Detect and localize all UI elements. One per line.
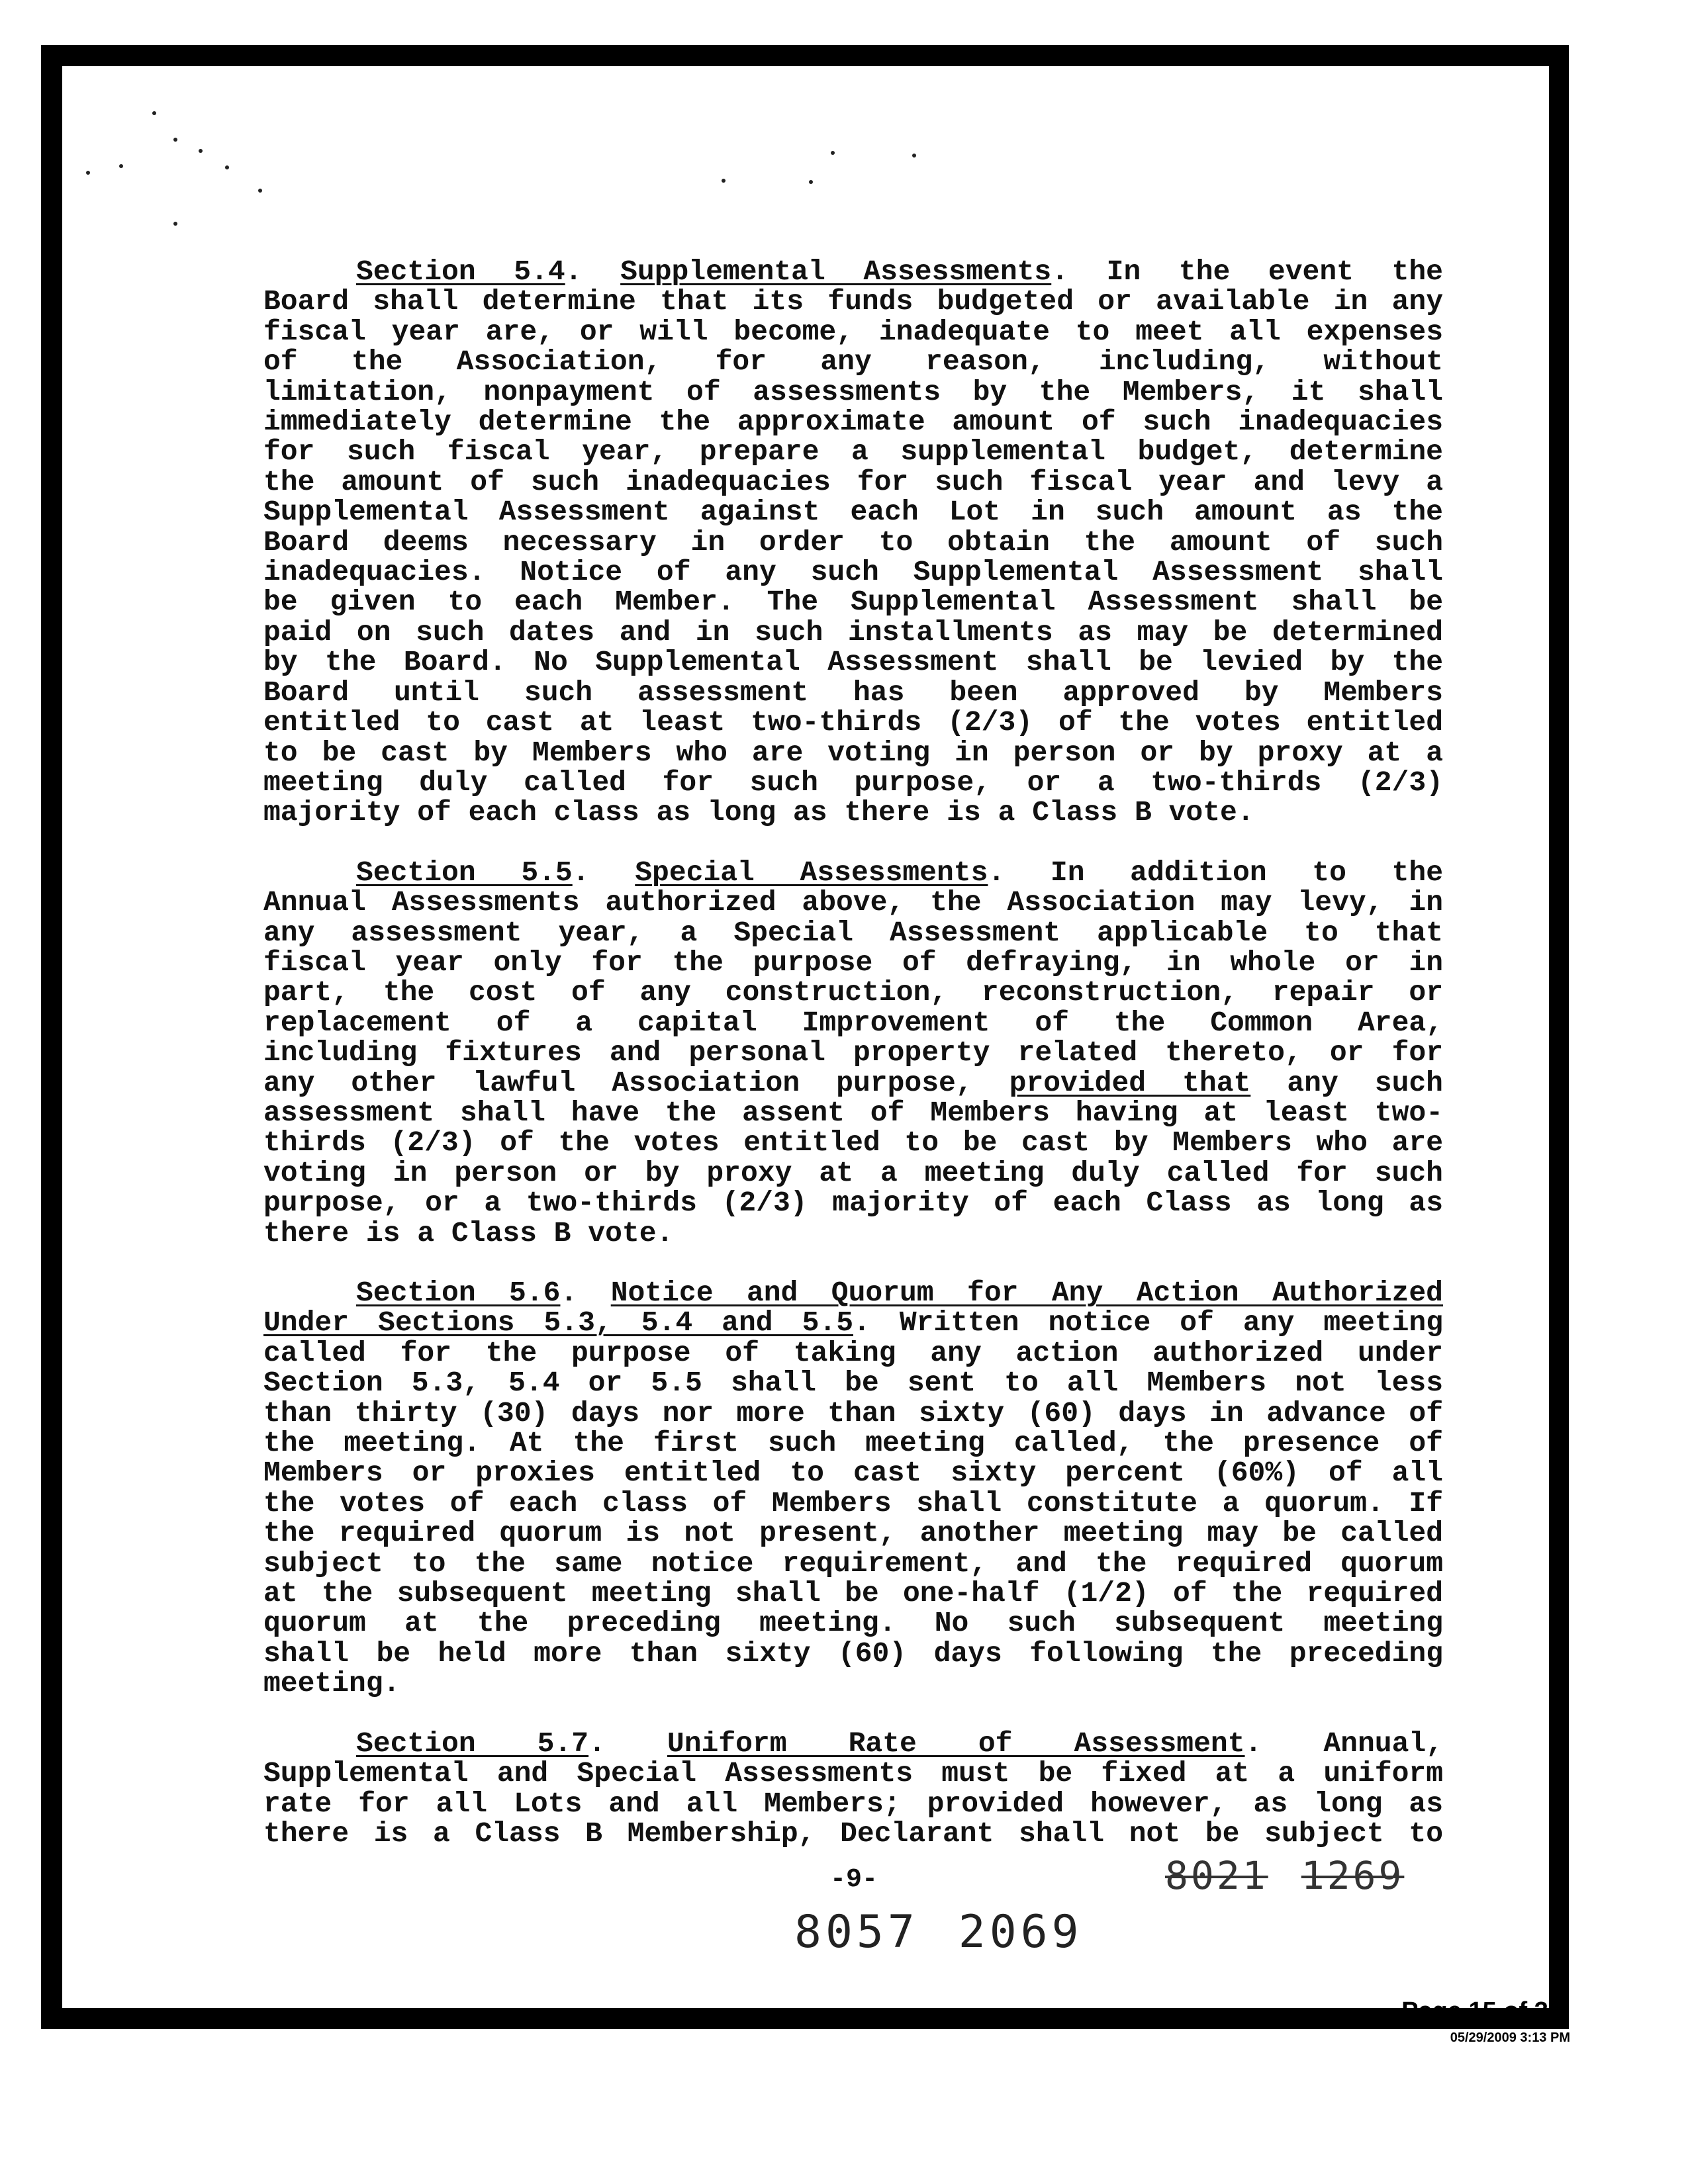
text-line: Board shall determine that its funds budgeted or available in any: [263, 285, 1443, 318]
section-number: Section 5.6: [356, 1277, 561, 1309]
text-line: to be cast by Members who are voting in person or by proxy at a: [263, 736, 1443, 769]
text-line: Members or proxies entitled to cast sixty percent (60%) of all: [263, 1457, 1443, 1490]
scan-speck: [173, 138, 177, 142]
text-line: be given to each Member. The Supplemental Assessment shall be: [263, 586, 1443, 619]
scan-speck: [152, 111, 156, 115]
text-line: called for the purpose of taking any action authorized under: [263, 1336, 1443, 1369]
text-line: . In addition to the: [988, 856, 1444, 889]
text-line: the meeting. At the first such meeting called, the presence of: [263, 1427, 1443, 1460]
recording-page-number: 2069: [958, 1906, 1083, 1958]
text-line: the votes of each class of Members shall constitute a quorum. If: [263, 1486, 1443, 1520]
text-line: shall be held more than sixty (60) days following the preceding: [263, 1637, 1443, 1670]
text-line: assessment shall have the assent of Members having at least two-: [263, 1096, 1443, 1129]
text-line: Board deems necessary in order to obtain the amount of such: [263, 525, 1443, 559]
text-line: limitation, nonpayment of assessments by the Members, it shall: [263, 375, 1443, 408]
section-number: Section 5.7: [356, 1727, 589, 1760]
scan-speck: [258, 189, 262, 193]
text-line: of the Association, for any reason, including, without: [263, 345, 1443, 379]
text-line: Board until such assessment has been approved by Members: [263, 676, 1443, 709]
text-line: majority of each class as long as there is a Class B vote.: [263, 796, 1254, 829]
section-title: Notice and Quorum for Any Action Authorized: [610, 1277, 1443, 1309]
section-5-4: Section 5.4. Supplemental Assessments. In the event the Board shall determine that its funds budgeted or available in any fiscal year are, or will become, inadequate to meet all expenses of the Association, for any reason, including, without limitation, nonpayment of assessments by the Members, it shall immediately determine the approximate amount of such inadequacies for such fiscal year, prepare a supplemental budget, determine the amount of such inadequacies for such fiscal year and levy a Supplemental Assessment against each Lot in such amount as the Board deems necessary in order to obtain the amount of such inadequacies. Notice of any such Supplemental Assessment shall be given to each Member. The Supplemental Assessment shall be paid on such dates and in such installments as may be determined by the Board. No Supplemental Assessment shall be levied by the Board until such assessment has been approved by Members entitled to cast at least two-thirds (2/3) of the votes entitled to be cast by Members who are voting in person or by proxy at a meeting duly called for such purpose, or a two-thirds (2/3) majority of each class as long as there is a Class B vote.: [263, 255, 1443, 829]
text-line: there is a Class B vote.: [263, 1216, 674, 1250]
text-line: voting in person or by proxy at a meeting duly called for such: [263, 1156, 1443, 1189]
scan-speck: [912, 154, 916, 158]
text-line: at the subsequent meeting shall be one-half (1/2) of the required: [263, 1577, 1443, 1610]
scan-speck: [199, 149, 203, 153]
text-line: meeting.: [263, 1667, 400, 1700]
footer-page-count: Page 15 of 37: [1401, 1997, 1562, 2025]
section-number: Section 5.4: [356, 255, 565, 288]
section-5-6: Section 5.6. Notice and Quorum for Any Action Authorized Under Sections 5.3, 5.4 and 5.5. Written notice of any meeting called for the purpose of taking any action authorized under Section 5.3, 5.4 or 5.5 shall be sent to all Members not less than thirty (30) days nor more than sixty (60) days in advance of the meeting. At the first such meeting called, the presence of Members or proxies entitled to cast sixty percent (60%) of all the votes of each class of Members shall constitute a quorum. If the required quorum is not present, another meeting may be called subject to the same notice requirement, and the required quorum at the subsequent meeting shall be one-half (1/2) of the required quorum at the preceding meeting. No such subsequent meeting shall be held more than sixty (60) days following the preceding meeting.: [263, 1277, 1443, 1700]
book-page-stamp: [794, 1906, 1123, 1958]
section-5-5: Section 5.5. Special Assessments. In addition to the Annual Assessments authorized above, the Association may levy, in any assessment year, a Special Assessment applicable to that fiscal year only for the purpose of defraying, in whole or in part, the cost of any construction, reconstruction, repair or replacement of a capital Improvement of the Common Area, including fixtures and personal property related thereto, or for any other lawful Association purpose, provided that any such assessment shall have the assent of Members having at least two- thirds (2/3) of the votes entitled to be cast by Members who are voting in person or by proxy at a meeting duly called for such purpose, or a two-thirds (2/3) majority of each Class as long as there is a Class B vote.: [263, 856, 1444, 1250]
text-fragment: any such: [1287, 1066, 1443, 1099]
provided-that-term: provided that: [1009, 1066, 1251, 1099]
section-title: Supplemental Assessments: [620, 255, 1052, 288]
page-number: -9-: [829, 1865, 878, 1895]
book-number: 8057: [794, 1906, 919, 1958]
scan-speck: [119, 164, 123, 168]
scan-speck: [831, 151, 835, 155]
text-line: subject to the same notice requirement, and the required quorum: [263, 1547, 1443, 1580]
text-line: purpose, or a two-thirds (2/3) majority of each Class as long as: [263, 1187, 1443, 1220]
section-title-continued: Under Sections 5.3, 5.4 and 5.5: [263, 1306, 853, 1340]
scan-speck: [809, 180, 813, 184]
text-line: . In the event the: [1051, 255, 1443, 288]
scan-speck: [722, 179, 726, 183]
text-line: immediately determine the approximate amount of such inadequacies: [263, 406, 1443, 439]
text-line: . Annual,: [1244, 1727, 1443, 1760]
text-line: there is a Class B Membership, Declarant shall not be subject to: [263, 1817, 1443, 1850]
text-line: any assessment year, a Special Assessment applicable to that: [263, 916, 1443, 949]
text-line: meeting duly called for such purpose, or a two-thirds (2/3): [263, 766, 1443, 799]
text-line: the required quorum is not present, another meeting may be called: [263, 1517, 1443, 1550]
text-line: rate for all Lots and all Members; provided however, as long as: [263, 1787, 1443, 1820]
scan-speck: [86, 171, 90, 175]
section-title: Special Assessments: [635, 856, 988, 889]
section-title: Uniform Rate of Assessment: [667, 1727, 1245, 1760]
text-line: part, the cost of any construction, reconstruction, repair or: [263, 976, 1443, 1009]
text-line: replacement of a capital Improvement of the Common Area,: [263, 1006, 1443, 1039]
text-line: entitled to cast at least two-thirds (2/3) of the votes entitled: [263, 706, 1443, 739]
old-page-number: 1269: [1301, 1853, 1405, 1898]
text-line: fiscal year only for the purpose of defraying, in whole or in: [263, 946, 1443, 979]
scan-speck: [225, 165, 229, 169]
scan-speck: [173, 222, 177, 226]
old-book-number: 8021: [1165, 1853, 1268, 1898]
footer-timestamp: 05/29/2009 3:13 PM: [1450, 2030, 1570, 2045]
text-line: Annual Assessments authorized above, the Association may levy, in: [263, 886, 1443, 919]
document-body: [263, 257, 1443, 1878]
text-line: the amount of such inadequacies for such fiscal year and levy a: [263, 465, 1443, 498]
text-line: Supplemental Assessment against each Lot in such amount as the: [263, 496, 1443, 529]
text-line: fiscal year are, or will become, inadequate to meet all expenses: [263, 315, 1443, 348]
text-line: Supplemental and Special Assessments must be fixed at a uniform: [263, 1757, 1443, 1790]
text-line: paid on such dates and in such installments as may be determined: [263, 615, 1443, 649]
text-line: for such fiscal year, prepare a supplemental budget, determine: [263, 435, 1443, 469]
text-line: including fixtures and personal property related thereto, or for: [263, 1036, 1443, 1069]
text-line: thirds (2/3) of the votes entitled to be cast by Members who are: [263, 1126, 1443, 1160]
old-book-page-stamp: [1165, 1853, 1437, 1898]
text-line: by the Board. No Supplemental Assessment shall be levied by the: [263, 646, 1443, 679]
text-line: . Written notice of any meeting: [853, 1306, 1443, 1340]
text-line: inadequacies. Notice of any such Supplemental Assessment shall: [263, 556, 1443, 589]
text-line: than thirty (30) days nor more than sixty (60) days in advance of: [263, 1396, 1443, 1430]
text-line: any other lawful Association purpose,: [263, 1066, 973, 1099]
text-line: Section 5.3, 5.4 or 5.5 shall be sent to all Members not less: [263, 1367, 1443, 1400]
section-number: Section 5.5: [356, 856, 573, 889]
section-5-7: Section 5.7. Uniform Rate of Assessment. Annual, Supplemental and Special Assessments must be fixed at a uniform rate for all Lots and all Members; provided however, as long as there is a Class B Membership, Declarant shall not be subject to: [263, 1727, 1443, 1850]
text-line: quorum at the preceding meeting. No such subsequent meeting: [263, 1607, 1443, 1640]
